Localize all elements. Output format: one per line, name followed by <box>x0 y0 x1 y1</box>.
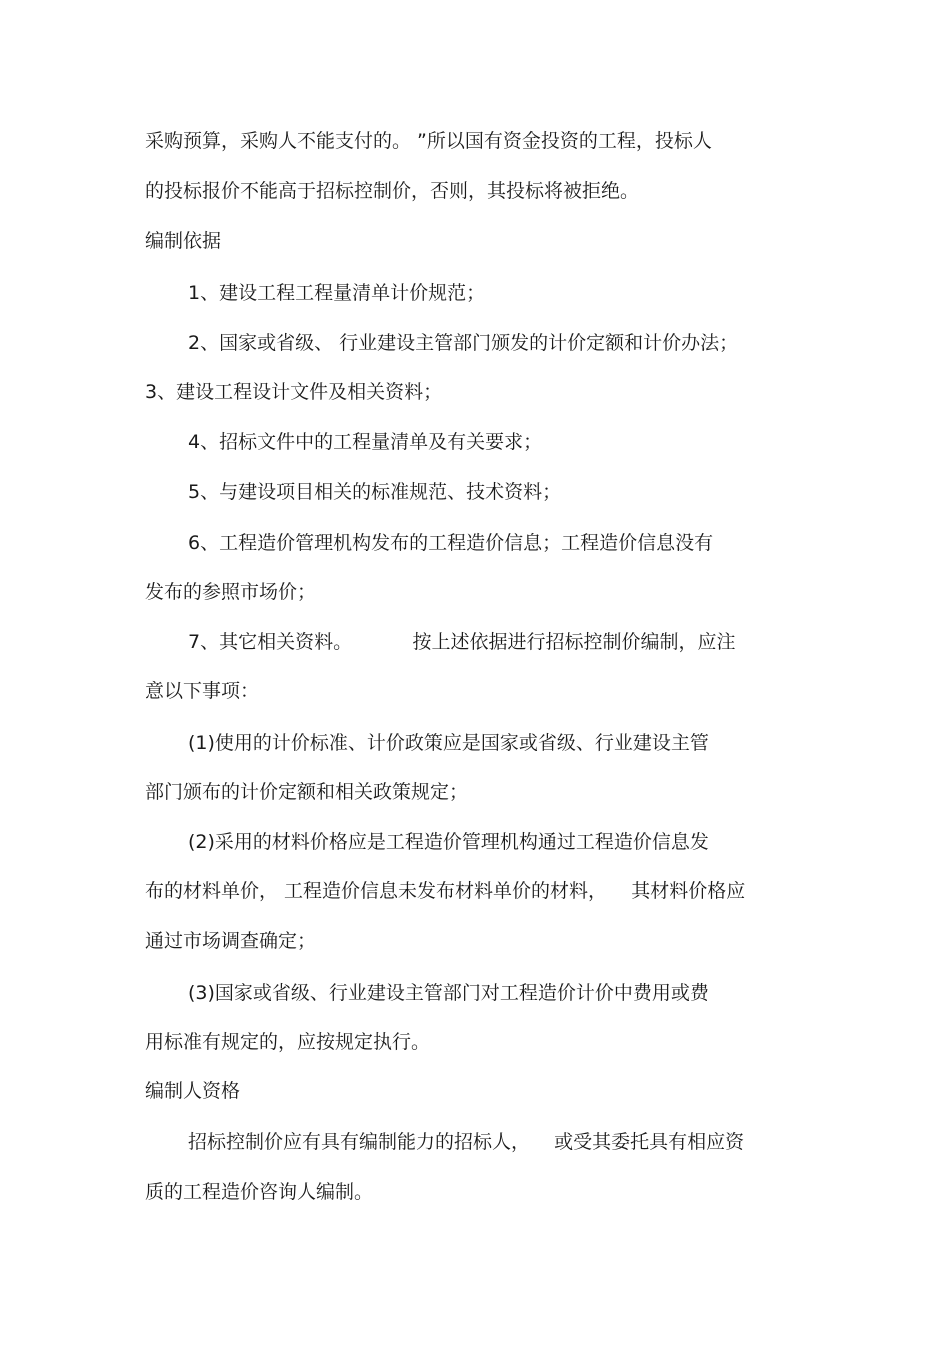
paragraph-line: 采购预算，采购人不能支付的。 ”所以国有资金投资的工程，投标人 <box>145 130 712 152</box>
list-item: 3、建设工程设计文件及相关资料； <box>145 381 443 403</box>
list-item: 6、工程造价管理机构发布的工程造价信息；工程造价信息没有 <box>188 532 714 554</box>
list-item: 4、招标文件中的工程量清单及有关要求； <box>188 431 543 453</box>
paragraph-line: 的投标报价不能高于招标控制价，否则，其投标将被拒绝。 <box>145 180 640 202</box>
paragraph-line: 部门颁布的计价定额和相关政策规定； <box>145 781 469 803</box>
list-item: (2)采用的材料价格应是工程造价管理机构通过工程造价信息发 <box>188 831 709 853</box>
list-item: 2、国家或省级、 行业建设主管部门颁发的计价定额和计价办法； <box>188 332 739 354</box>
list-item: 5、与建设项目相关的标准规范、技术资料； <box>188 481 562 503</box>
paragraph-line: 布的材料单价， 工程造价信息未发布材料单价的材料， 其材料价格应 <box>145 880 746 902</box>
section-heading: 编制依据 <box>145 230 222 252</box>
list-item: 7、其它相关资料。 按上述依据进行招标控制价编制，应注 <box>188 631 736 653</box>
paragraph-line: 招标控制价应有具有编制能力的招标人， 或受其委托具有相应资 <box>188 1131 745 1153</box>
section-heading: 编制人资格 <box>145 1080 241 1102</box>
list-item: (1)使用的计价标准、计价政策应是国家或省级、行业建设主管 <box>188 732 709 754</box>
paragraph-line: 意以下事项： <box>145 680 260 702</box>
list-item: 1、建设工程工程量清单计价规范； <box>188 282 486 304</box>
paragraph-line: 通过市场调查确定； <box>145 930 317 952</box>
paragraph-line: 质的工程造价咨询人编制。 <box>145 1181 374 1203</box>
list-item: (3)国家或省级、行业建设主管部门对工程造价计价中费用或费 <box>188 982 709 1004</box>
paragraph-line: 发布的参照市场价； <box>145 581 317 603</box>
paragraph-line: 用标准有规定的，应按规定执行。 <box>145 1031 431 1053</box>
